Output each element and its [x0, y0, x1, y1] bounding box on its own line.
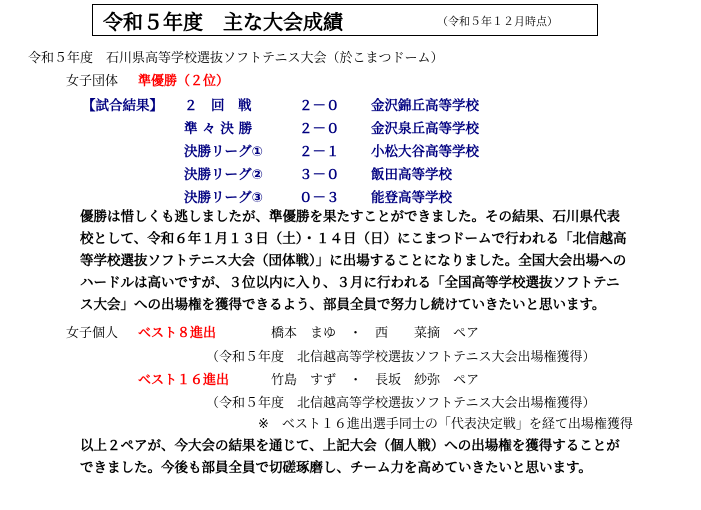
summary-line: 以上２ペアが、今大会の結果を通じて、上記大会（個人戦）への出場権を獲得することが	[80, 438, 620, 454]
as-of-date: （令和５年１２月時点）	[437, 15, 558, 28]
match-round: 準 々 決 勝	[184, 121, 253, 137]
match-round: 決勝リーグ①	[184, 144, 263, 160]
individual-result: ベスト１６進出	[138, 373, 230, 388]
team-result: 準優勝（２位）	[138, 74, 230, 89]
individual-label: 女子個人	[66, 326, 119, 341]
summary-line: ス大会」への出場権を獲得できるよう、部員全員で努力し続けていきたいと思います。	[80, 297, 606, 313]
tournament-name: 令和５年度 石川県高等学校選抜ソフトテニス大会（於こまつドーム）	[28, 51, 444, 66]
match-score: ２－１	[299, 144, 340, 160]
summary-line: できました。今後も部員全員で切磋琢磨し、チーム力を高めていきたいと思います。	[80, 460, 592, 476]
footnote: ※ ベスト１６進出選手同士の「代表決定戦」を経て出場権獲得	[258, 417, 633, 432]
match-opponent: 飯田高等学校	[371, 167, 452, 183]
summary-line: 優勝は惜しくも逃しましたが、準優勝を果たすことができました。その結果、石川県代表	[80, 209, 620, 225]
individual-pair: 橋本 まゆ ・ 西 菜摘 ペア	[271, 326, 480, 341]
summary-line: ハードルは高いですが、３位以内に入り、３月に行われる「全国高等学校選抜ソフトテニ	[80, 275, 620, 291]
match-score: ３－０	[299, 167, 340, 183]
summary-line: 校として、令和６年１月１３日（土）・１４日（日）にこまつドームで行われる「北信越高	[80, 231, 627, 247]
match-round: 決勝リーグ②	[184, 167, 263, 183]
results-header: 【試合結果】	[82, 98, 163, 114]
match-opponent: 能登高等学校	[371, 190, 452, 206]
match-score: ２－０	[299, 98, 340, 114]
match-score: ２－０	[299, 121, 340, 137]
match-opponent: 金沢泉丘高等学校	[371, 121, 479, 137]
match-round: ２ 回 戦	[184, 98, 252, 114]
match-score: ０－３	[299, 190, 340, 206]
individual-pair: 竹島 すず ・ 長坂 紗弥 ペア	[271, 373, 480, 388]
match-opponent: 小松大谷高等学校	[371, 144, 479, 160]
qualification-note: （令和５年度 北信越高等学校選抜ソフトテニス大会出場権獲得）	[206, 350, 596, 365]
team-label: 女子団体	[66, 74, 119, 89]
page-title: 令和５年度 主な大会成績	[103, 10, 343, 34]
summary-line: 等学校選抜ソフトテニス大会（団体戦）」に出場することになりました。全国大会出場への	[80, 253, 627, 269]
individual-result: ベスト８進出	[138, 326, 217, 341]
match-opponent: 金沢錦丘高等学校	[371, 98, 479, 114]
match-round: 決勝リーグ③	[184, 190, 263, 206]
qualification-note: （令和５年度 北信越高等学校選抜ソフトテニス大会出場権獲得）	[206, 396, 596, 411]
